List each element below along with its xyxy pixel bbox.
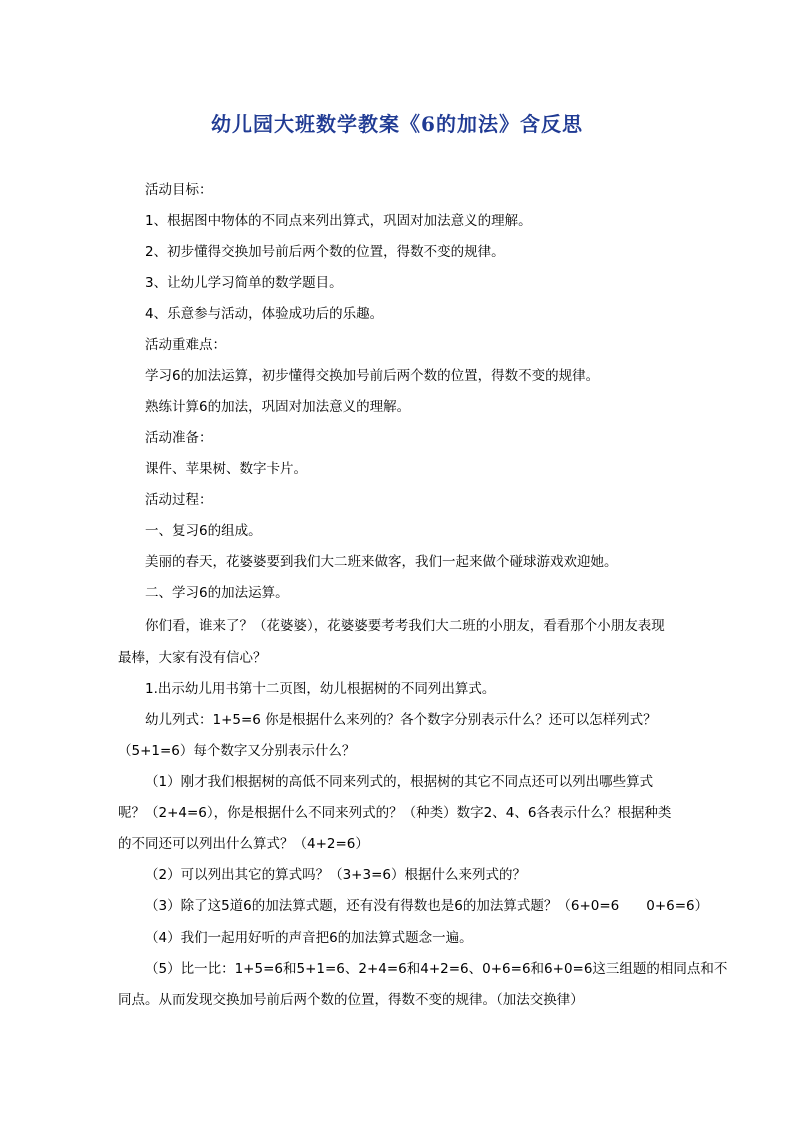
document-title: 幼儿园大班数学教案《6的加法》含反思 (211, 112, 583, 136)
text-line: 课件、苹果树、数字卡片。 (145, 461, 307, 477)
text-line: 2、初步懂得交换加号前后两个数的位置，得数不变的规律。 (145, 244, 505, 260)
text-line: 呢？（2+4=6），你是根据什么不同来列式的？（种类）数字2、4、6各表示什么？根据种类 (118, 805, 672, 821)
text-line: （3）除了这5道6的加法算式题，还有没有得数也是6的加法算式题？（6+0=6 0+6=6） (145, 898, 709, 914)
text-line: （1）刚才我们根据树的高低不同来列式的，根据树的其它不同点还可以列出哪些算式 (145, 774, 654, 790)
text-line: 熟练计算6的加法，巩固对加法意义的理解。 (145, 399, 411, 415)
text-line: 4、乐意参与活动，体验成功后的乐趣。 (145, 306, 384, 322)
text-line: 美丽的春天，花婆婆要到我们大二班来做客，我们一起来做个碰球游戏欢迎她。 (145, 554, 618, 570)
text-line: （5+1=6）每个数字又分别表示什么？ (118, 743, 356, 759)
text-line: 最棒，大家有没有信心？ (118, 650, 267, 666)
text-line: 活动重难点： (145, 337, 226, 353)
text-line: 活动过程： (145, 492, 213, 508)
text-line: （2）可以列出其它的算式吗？（3+3=6）根据什么来列式的？ (145, 867, 526, 883)
text-line: 3、让幼儿学习简单的数学题目。 (145, 275, 343, 291)
text-line: （5）比一比：1+5=6和5+1=6、2+4=6和4+2=6、0+6=6和6+0=6这三组题的相同点和不 (145, 961, 728, 977)
text-line: 幼儿列式：1+5=6 你是根据什么来列的？各个数字分别表示什么？还可以怎样列式？ (145, 712, 657, 728)
text-line: 的不同还可以列出什么算式？（4+2=6） (118, 836, 369, 852)
text-line: 一、复习6的组成。 (145, 523, 262, 539)
text-line: 同点。从而发现交换加号前后两个数的位置，得数不变的规律。（加法交换律） (118, 992, 584, 1008)
text-line: 1.出示幼儿用书第十二页图，幼儿根据树的不同列出算式。 (145, 681, 496, 697)
text-line: 学习6的加法运算，初步懂得交换加号前后两个数的位置，得数不变的规律。 (145, 368, 600, 384)
text-line: 活动目标： (145, 182, 213, 198)
text-line: （4）我们一起用好听的声音把6的加法算式题念一遍。 (145, 930, 473, 946)
text-line: 1、根据图中物体的不同点来列出算式，巩固对加法意义的理解。 (145, 213, 532, 229)
text-line: 活动准备： (145, 430, 213, 446)
text-line: 你们看，谁来了？（花婆婆），花婆婆要考考我们大二班的小朋友，看看那个小朋友表现 (145, 618, 665, 634)
text-line: 二、学习6的加法运算。 (145, 585, 289, 601)
